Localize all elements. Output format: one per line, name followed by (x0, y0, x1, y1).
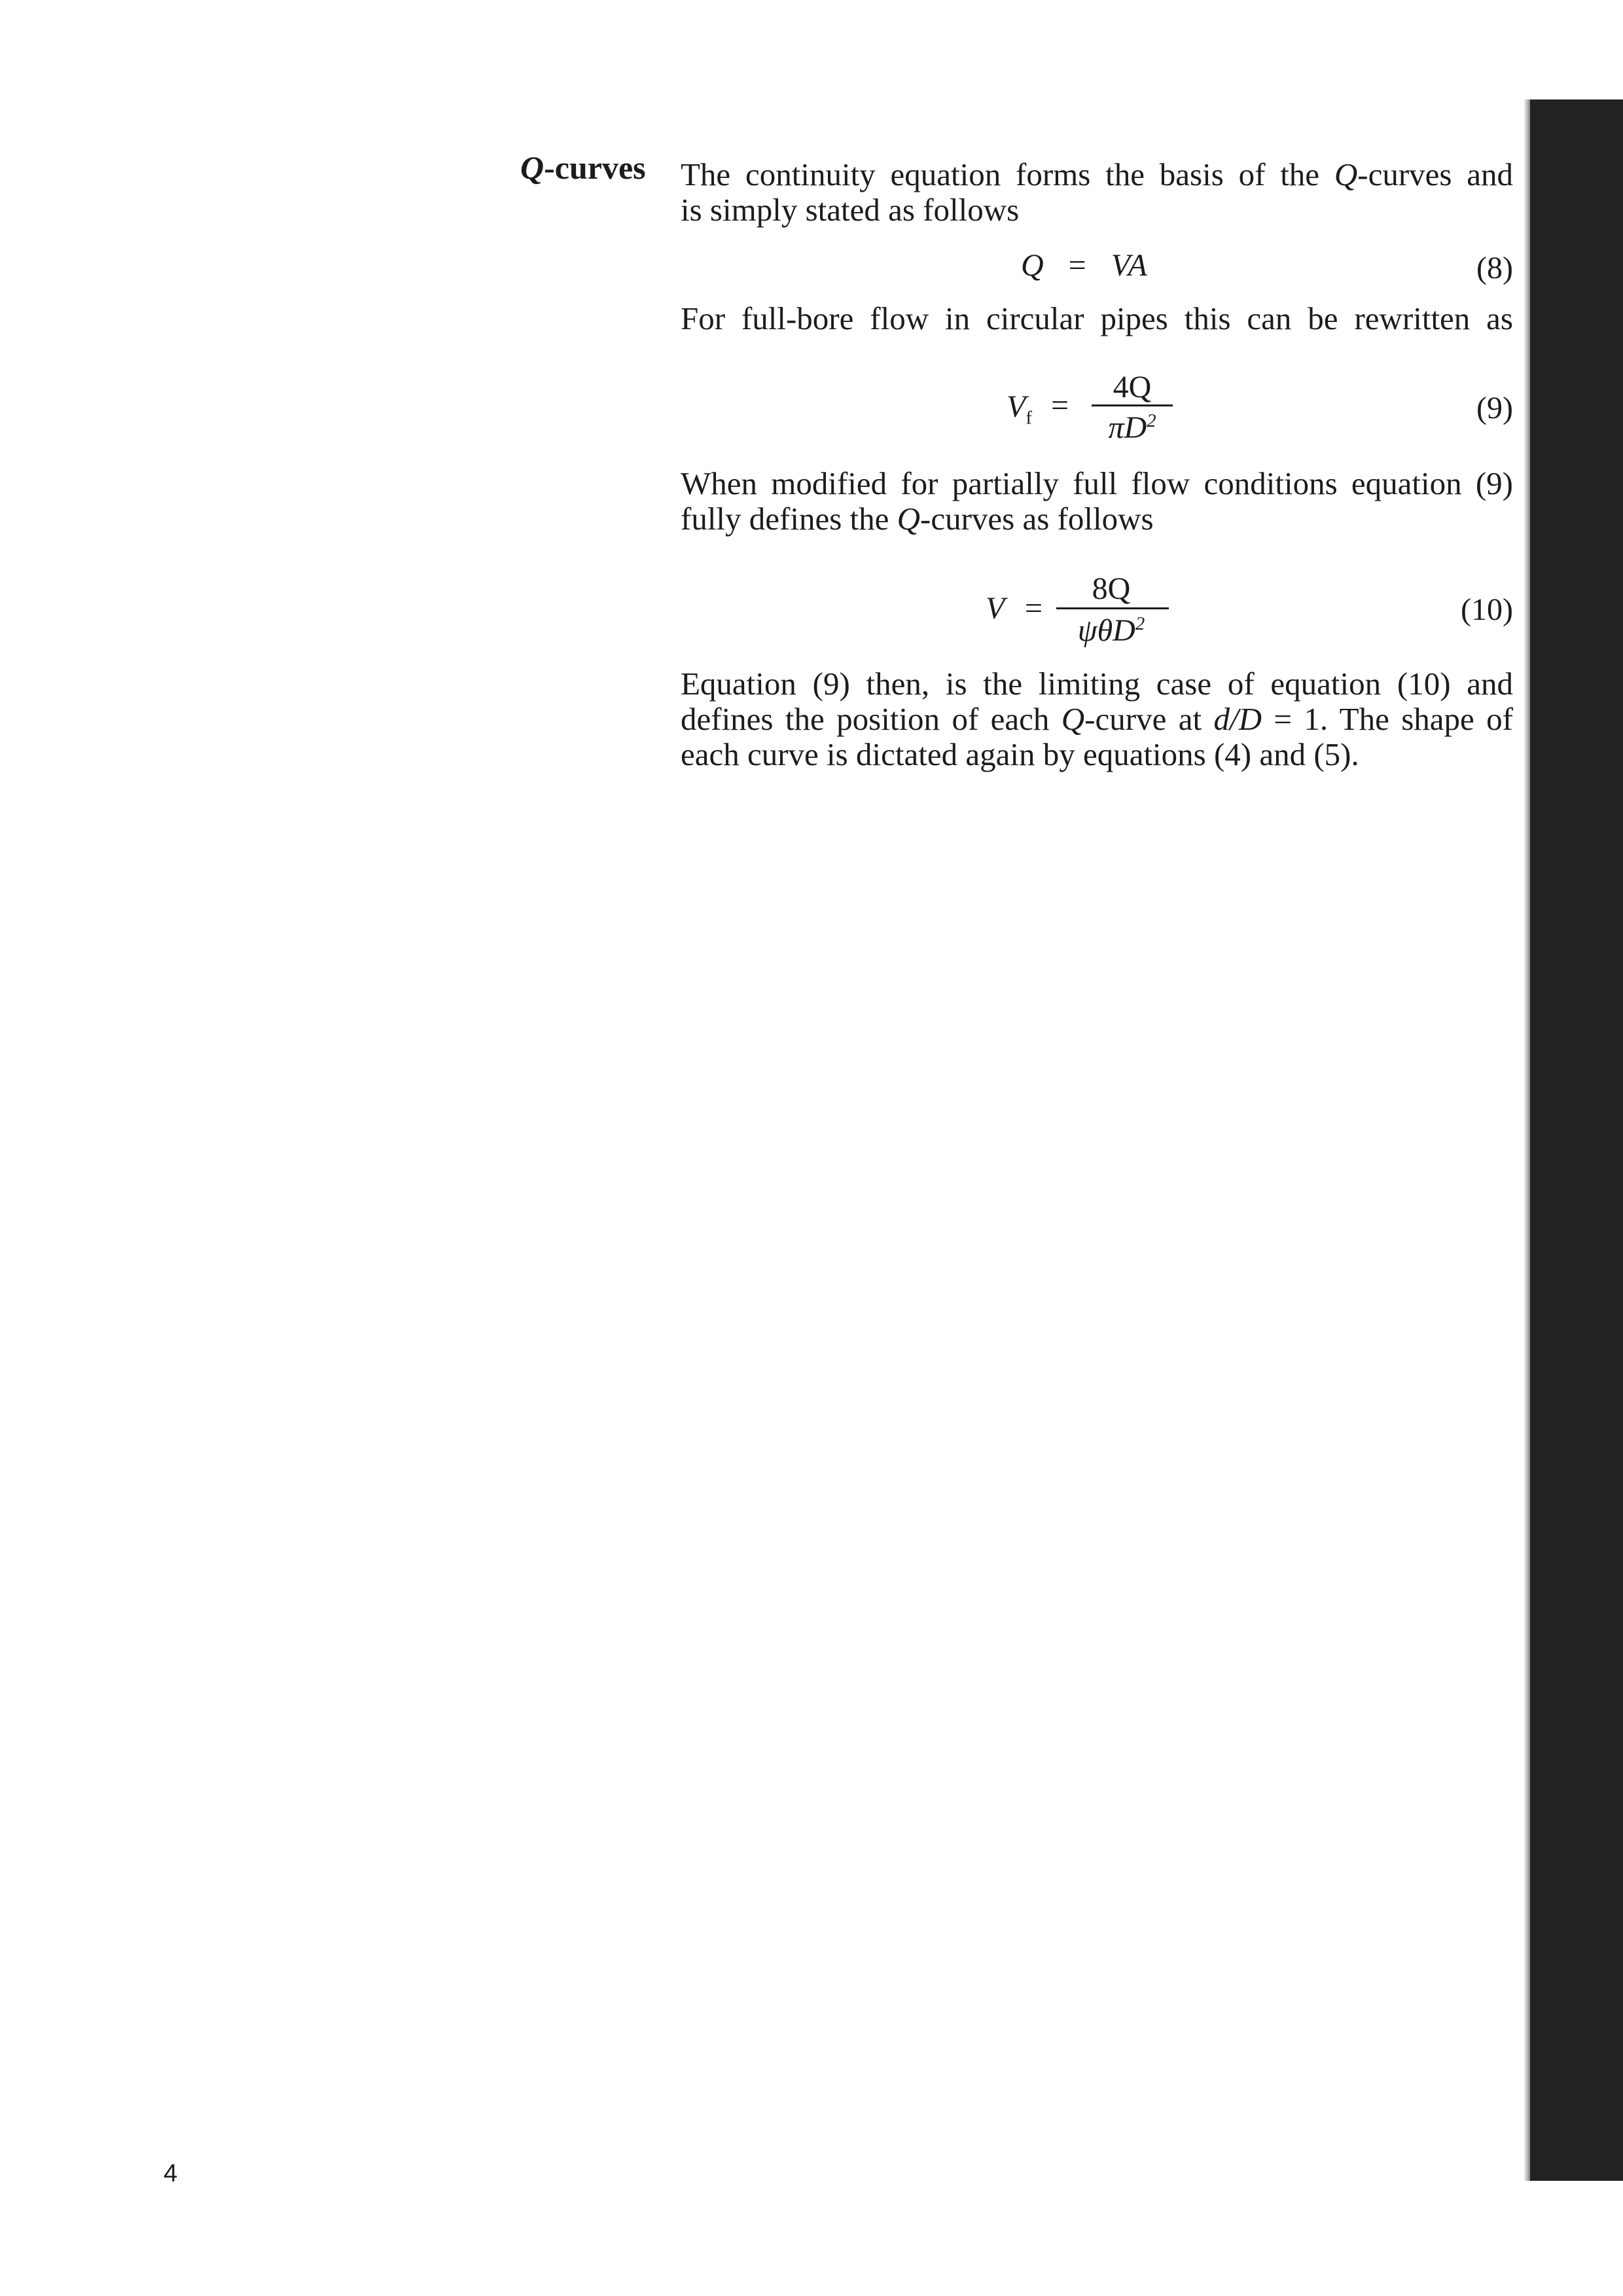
eq10-denominator-text: ψθD (1077, 613, 1135, 648)
eq9-denominator-exponent: 2 (1147, 410, 1156, 431)
eq10-numerator (1065, 571, 1157, 607)
text-run-italic: Q (1334, 156, 1358, 192)
side-heading (520, 149, 646, 186)
text-run: -curves as follows (920, 501, 1154, 537)
text-run: -curves and (1357, 156, 1513, 192)
side-heading-text: -curves (544, 149, 646, 186)
side-heading-symbol: Q (520, 149, 544, 186)
paragraph-4 (681, 666, 1513, 772)
text-run: -curve at (1084, 701, 1214, 737)
equation-9-number: (9) (1476, 391, 1513, 425)
text-run-italic: Q (897, 501, 921, 537)
eq9-lhs-symbol: V (1007, 389, 1026, 424)
eq10-numerator-text: 8Q (1092, 571, 1131, 606)
eq9-lhs (1007, 389, 1032, 429)
eq10-lhs: V (986, 591, 1005, 626)
eq9-equals: = (1051, 388, 1069, 423)
eq9-fraction-bar (1092, 404, 1173, 406)
text-run: defines the position of each (681, 701, 1061, 737)
page-number: 4 (164, 2160, 178, 2187)
paragraph-3 (681, 466, 1513, 537)
eq8-equals: = (1068, 248, 1086, 283)
paragraph-3-line-2 (681, 501, 1513, 537)
eq10-equals: = (1025, 591, 1043, 626)
text-run-italic: Q (1061, 701, 1085, 737)
text-run: = 1. The shape of (1261, 701, 1513, 737)
paragraph-4-line-1: Equation (9) then, is the limiting case of equation (10) and (681, 666, 1513, 702)
eq9-numerator-text: 4Q (1113, 370, 1152, 404)
paragraph-3-line-1: When modified for partially full flow conditions equation (9) (681, 465, 1513, 501)
text-run: fully defines the (681, 501, 897, 537)
eq8-lhs: Q (1021, 248, 1044, 283)
equation-10-number: (10) (1461, 592, 1513, 627)
text-run: The continuity equation forms the basis of the (681, 156, 1334, 192)
text-run-italic: d/D (1213, 701, 1262, 737)
paragraph-2-line-1: For full-bore flow in circular pipes this can be rewritten as (681, 300, 1513, 336)
eq9-denominator-text: πD (1108, 410, 1147, 445)
equation-8 (1021, 247, 1147, 283)
paragraph-1-line-1 (681, 157, 1513, 192)
paragraph-1-line-2: is simply stated as follows (681, 192, 1020, 228)
eq10-denominator (1065, 613, 1157, 649)
equation-8-number: (8) (1476, 251, 1513, 285)
paragraph-4-line-2 (681, 702, 1513, 737)
eq8-rhs: VA (1111, 248, 1147, 283)
eq10-denominator-exponent: 2 (1135, 613, 1145, 634)
scan-page-edge (1530, 99, 1623, 2181)
paragraph-4-line-3: each curve is dictated again by equations (4) and (5). (681, 736, 1359, 772)
eq9-denominator (1099, 410, 1165, 446)
eq9-numerator (1099, 369, 1165, 405)
eq9-lhs-subscript: f (1026, 407, 1032, 429)
paragraph-2 (681, 301, 1513, 336)
paragraph-1 (681, 157, 1513, 228)
eq10-fraction-bar (1056, 607, 1169, 609)
